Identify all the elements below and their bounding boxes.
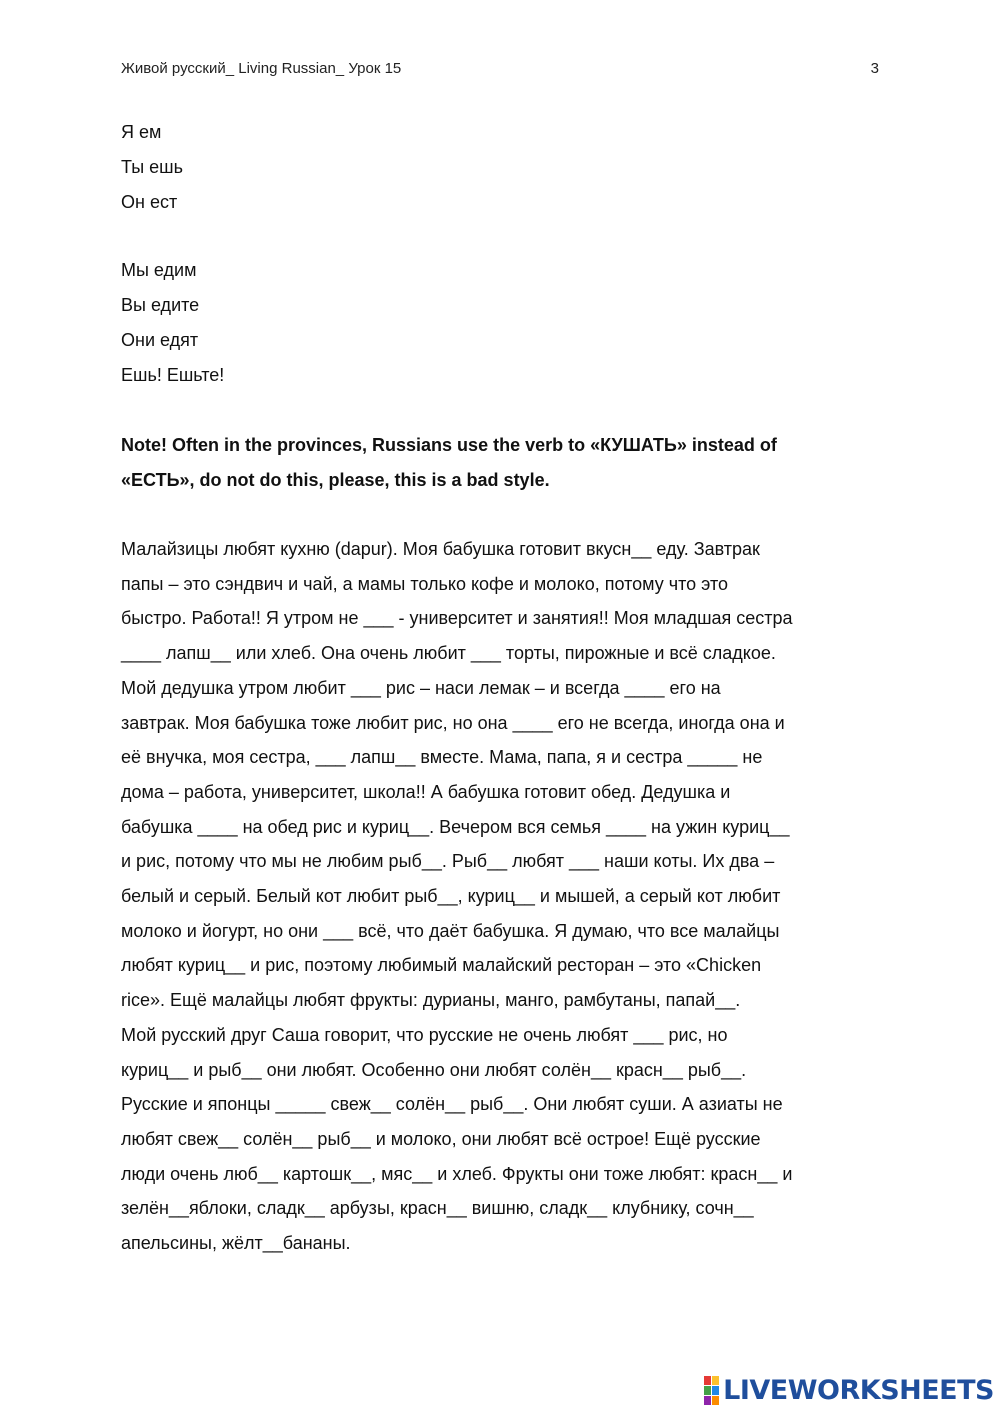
passage-line: дома – работа, университет, школа!! А бабушка готовит обед. Дедушка и xyxy=(121,781,731,802)
passage-line: любят куриц__ и рис, поэтому любимый малайский ресторан – это «Chicken xyxy=(121,955,762,976)
style-note xyxy=(121,428,881,498)
conjugation-line: Вы едите xyxy=(121,295,200,315)
passage-line: зелён__яблоки, сладк__ арбузы, красн__ вишню, сладк__ клубнику, сочн__ xyxy=(121,1198,754,1219)
passage-line: папы – это сэндвич и чай, а мамы только кофе и молоко, потому что это xyxy=(121,573,728,594)
passage-line: молоко и йогурт, но они ___ всё, что даёт бабушка. Я думаю, что все малайцы xyxy=(121,920,780,941)
passage-line: быстро. Работа!! Я утром не ___ - университет и занятия!! Моя младшая сестра xyxy=(121,608,793,629)
passage-line: завтрак. Моя бабушка тоже любит рис, но она ____ его не всегда, иногда она и xyxy=(121,712,785,733)
logo-block xyxy=(712,1396,719,1405)
passage-line: Русские и японцы _____ свеж__ солён__ рыб__. Они любят суши. А азиаты не xyxy=(121,1094,783,1115)
conjugation-line: Я ем xyxy=(121,122,162,142)
page-header xyxy=(121,60,879,82)
conjugation-line: Они едят xyxy=(121,330,199,350)
logo-block xyxy=(704,1376,711,1385)
passage-line: люди очень люб__ картошк__, мяс__ и хлеб. Фрукты они тоже любят: красн__ и xyxy=(121,1163,793,1184)
logo-block xyxy=(704,1386,711,1395)
logo-block xyxy=(704,1396,711,1405)
passage-line: и рис, потому что мы не любим рыб__. Рыб__ любят ___ наши коты. Их два – xyxy=(121,851,775,872)
document-title: Живой русский_ Living Russian_ Урок 15 xyxy=(121,60,402,77)
conjugation-line: Ты ешь xyxy=(121,157,183,177)
liveworksheets-logo[interactable] xyxy=(704,1373,994,1407)
passage-line: Малайзицы любят кухню (dapur). Моя бабушка готовит вкусн__ еду. Завтрак xyxy=(121,539,760,559)
logo-mark-icon xyxy=(704,1376,719,1405)
conjugation-line: Ешь! Ешьте! xyxy=(121,365,225,385)
page-number: 3 xyxy=(870,60,879,77)
logo-text: LIVEWORKSHEETS xyxy=(723,1374,994,1406)
passage-line: куриц__ и рыб__ они любят. Особенно они любят солён__ красн__ рыб__. xyxy=(121,1059,747,1080)
passage-line: ____ лапш__ или хлеб. Она очень любит ___ торты, пирожные и всё сладкое. xyxy=(121,643,776,664)
passage-line: её внучка, моя сестра, ___ лапш__ вместе. Мама, папа, я и сестра _____ не xyxy=(121,747,763,768)
passage-line: бабушка ____ на обед рис и куриц__. Вечером вся семья ____ на ужин куриц__ xyxy=(121,816,790,837)
passage-line: rice». Ещё малайцы любят фрукты: дурианы, манго, рамбутаны, папай__. xyxy=(121,990,741,1011)
passage-line: Мой дедушка утром любит ___ рис – наси лемак – и всегда ____ его на xyxy=(121,677,721,698)
logo-block xyxy=(712,1376,719,1385)
note-line: «ЕСТЬ», do not do this, please, this is a bad style. xyxy=(121,470,550,490)
conjugation-line: Он ест xyxy=(121,192,178,212)
exercise-passage xyxy=(121,532,891,1261)
conjugation-line: Мы едим xyxy=(121,260,197,280)
passage-line: Мой русский друг Саша говорит, что русские не очень любят ___ рис, но xyxy=(121,1024,728,1045)
logo-block xyxy=(712,1386,719,1395)
conjugation-singular xyxy=(121,115,183,220)
conjugation-plural xyxy=(121,253,224,393)
passage-line: любят свеж__ солён__ рыб__ и молоко, они любят всё острое! Ещё русские xyxy=(121,1128,761,1149)
note-line: Note! Often in the provinces, Russians use the verb to «КУШАТЬ» instead of xyxy=(121,435,777,455)
passage-line: белый и серый. Белый кот любит рыб__, куриц__ и мышей, а серый кот любит xyxy=(121,886,781,907)
passage-line: апельсины, жёлт__бананы. xyxy=(121,1233,351,1254)
